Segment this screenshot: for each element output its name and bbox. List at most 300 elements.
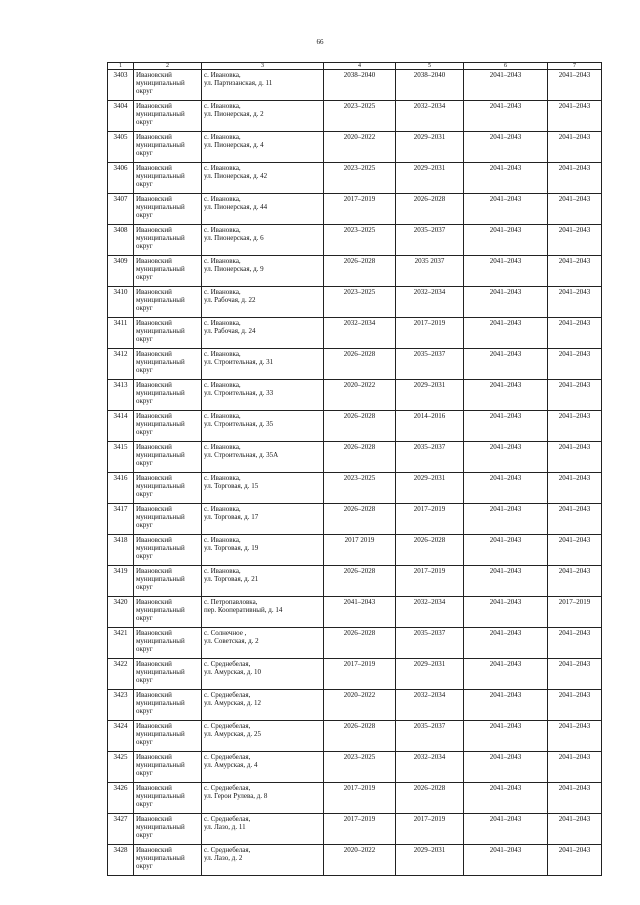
period-col6-cell: 2041–2043 [464,442,548,473]
municipality-line: округ [136,211,153,219]
table-row [108,442,602,473]
municipality-line: муниципальный [136,172,185,180]
municipality-line: муниципальный [136,451,185,459]
address-line: с. Среднебелая, [204,753,251,761]
address-line: ул. Торговая, д. 17 [204,513,259,521]
municipality-line: Ивановский [136,71,172,79]
row-number-cell: 3420 [108,597,134,628]
municipality-cell [134,287,202,318]
period-col4-cell: 2023–2025 [324,473,396,504]
address-line: с. Ивановка, [204,412,241,420]
municipality-line: муниципальный [136,544,185,552]
municipality-line: округ [136,87,153,95]
municipality-line: Ивановский [136,133,172,141]
period-col6-cell: 2041–2043 [464,721,548,752]
municipality-line: округ [136,614,153,622]
registry-table [107,62,602,876]
period-col7-cell: 2041–2043 [548,380,602,411]
period-col5-cell: 2029–2031 [396,659,464,690]
table-row [108,535,602,566]
municipality-line: Ивановский [136,257,172,265]
address-cell [202,287,324,318]
municipality-line: муниципальный [136,234,185,242]
period-col6-cell: 2041–2043 [464,194,548,225]
row-number-cell: 3406 [108,163,134,194]
municipality-line: округ [136,583,153,591]
row-number-cell: 3410 [108,287,134,318]
municipality-line: округ [136,707,153,715]
municipality-cell [134,442,202,473]
period-col7-cell: 2041–2043 [548,349,602,380]
municipality-cell [134,535,202,566]
address-line: ул. Пионерская, д. 4 [204,141,264,149]
address-line: с. Ивановка, [204,381,241,389]
column-number: 3 [202,63,324,70]
period-col7-cell: 2041–2043 [548,628,602,659]
row-number-cell: 3426 [108,783,134,814]
row-number-cell: 3409 [108,256,134,287]
municipality-line: округ [136,800,153,808]
period-col6-cell: 2041–2043 [464,814,548,845]
address-cell [202,225,324,256]
period-col5-cell: 2029–2031 [396,845,464,876]
period-col5-cell: 2035–2037 [396,349,464,380]
municipality-line: округ [136,676,153,684]
municipality-cell [134,380,202,411]
period-col6-cell: 2041–2043 [464,659,548,690]
period-col4-cell: 2023–2025 [324,163,396,194]
period-col5-cell: 2032–2034 [396,752,464,783]
period-col7-cell: 2041–2043 [548,752,602,783]
row-number-cell: 3413 [108,380,134,411]
period-col6-cell: 2041–2043 [464,380,548,411]
period-col4-cell: 2026–2028 [324,411,396,442]
period-col6-cell: 2041–2043 [464,566,548,597]
municipality-line: муниципальный [136,637,185,645]
municipality-line: муниципальный [136,141,185,149]
municipality-line: округ [136,180,153,188]
table-body [108,70,602,876]
address-cell [202,566,324,597]
period-col7-cell: 2041–2043 [548,845,602,876]
period-col5-cell: 2035 2037 [396,256,464,287]
municipality-line: муниципальный [136,699,185,707]
period-col4-cell: 2041–2043 [324,597,396,628]
municipality-cell [134,690,202,721]
table-row [108,380,602,411]
column-number: 6 [464,63,548,70]
column-number: 7 [548,63,602,70]
municipality-line: муниципальный [136,730,185,738]
municipality-line: Ивановский [136,226,172,234]
period-col4-cell: 2017–2019 [324,194,396,225]
address-line: ул. Амурская, д. 25 [204,730,261,738]
address-line: с. Ивановка, [204,350,241,358]
municipality-line: округ [136,397,153,405]
municipality-line: округ [136,738,153,746]
address-cell [202,690,324,721]
period-col6-cell: 2041–2043 [464,628,548,659]
period-col6-cell: 2041–2043 [464,70,548,101]
municipality-line: Ивановский [136,319,172,327]
municipality-cell [134,101,202,132]
period-col4-cell: 2023–2025 [324,752,396,783]
row-number-cell: 3427 [108,814,134,845]
municipality-line: муниципальный [136,792,185,800]
municipality-cell [134,318,202,349]
period-col6-cell: 2041–2043 [464,163,548,194]
municipality-cell [134,504,202,535]
row-number-cell: 3404 [108,101,134,132]
period-col7-cell: 2041–2043 [548,70,602,101]
period-col6-cell: 2041–2043 [464,101,548,132]
table-row [108,566,602,597]
address-cell [202,442,324,473]
municipality-line: Ивановский [136,412,172,420]
address-line: ул. Лазо, д. 2 [204,854,243,862]
period-col5-cell: 2026–2028 [396,535,464,566]
period-col5-cell: 2032–2034 [396,101,464,132]
period-col7-cell: 2041–2043 [548,287,602,318]
period-col5-cell: 2029–2031 [396,132,464,163]
period-col6-cell: 2041–2043 [464,690,548,721]
address-line: с. Среднебелая, [204,722,251,730]
municipality-line: Ивановский [136,722,172,730]
address-cell [202,504,324,535]
address-line: с. Ивановка, [204,474,241,482]
period-col4-cell: 2026–2028 [324,628,396,659]
address-line: ул. Лазо, д. 11 [204,823,246,831]
row-number-cell: 3428 [108,845,134,876]
address-line: ул. Пионерская, д. 9 [204,265,264,273]
municipality-line: округ [136,459,153,467]
period-col7-cell: 2041–2043 [548,256,602,287]
period-col5-cell: 2017–2019 [396,814,464,845]
municipality-line: муниципальный [136,389,185,397]
table-row [108,349,602,380]
address-cell [202,318,324,349]
table-row [108,597,602,628]
row-number-cell: 3424 [108,721,134,752]
municipality-line: Ивановский [136,164,172,172]
address-line: с. Среднебелая, [204,660,251,668]
municipality-cell [134,349,202,380]
table-row [108,473,602,504]
table-row [108,225,602,256]
period-col4-cell: 2032–2034 [324,318,396,349]
row-number-cell: 3415 [108,442,134,473]
municipality-line: Ивановский [136,691,172,699]
address-line: ул. Партизанская, д. 11 [204,79,273,87]
municipality-line: Ивановский [136,288,172,296]
address-line: с. Ивановка, [204,505,241,513]
address-line: с. Петропавловка, [204,598,258,606]
address-line: с. Солнечное , [204,629,247,637]
address-cell [202,845,324,876]
table-row [108,659,602,690]
municipality-line: округ [136,645,153,653]
period-col7-cell: 2041–2043 [548,690,602,721]
address-line: с. Ивановка, [204,71,241,79]
column-number-row [108,63,602,70]
address-line: с. Ивановка, [204,195,241,203]
period-col4-cell: 2026–2028 [324,442,396,473]
table-row [108,132,602,163]
municipality-line: Ивановский [136,784,172,792]
period-col7-cell: 2041–2043 [548,411,602,442]
period-col5-cell: 2014–2016 [396,411,464,442]
municipality-line: Ивановский [136,598,172,606]
municipality-line: Ивановский [136,660,172,668]
period-col4-cell: 2020–2022 [324,132,396,163]
row-number-cell: 3412 [108,349,134,380]
period-col7-cell: 2041–2043 [548,504,602,535]
address-line: ул. Амурская, д. 12 [204,699,261,707]
row-number-cell: 3422 [108,659,134,690]
municipality-line: округ [136,831,153,839]
address-cell [202,752,324,783]
period-col7-cell: 2041–2043 [548,194,602,225]
address-cell [202,101,324,132]
address-line: с. Ивановка, [204,536,241,544]
period-col6-cell: 2041–2043 [464,225,548,256]
address-cell [202,132,324,163]
municipality-line: округ [136,273,153,281]
address-line: с. Ивановка, [204,102,241,110]
municipality-cell [134,163,202,194]
municipality-cell [134,814,202,845]
table-row [108,628,602,659]
municipality-line: округ [136,521,153,529]
table-row [108,287,602,318]
period-col6-cell: 2041–2043 [464,752,548,783]
table-row [108,411,602,442]
municipality-line: муниципальный [136,110,185,118]
address-cell [202,163,324,194]
period-col4-cell: 2026–2028 [324,349,396,380]
municipality-line: Ивановский [136,815,172,823]
address-line: с. Среднебелая, [204,815,251,823]
period-col6-cell: 2041–2043 [464,783,548,814]
table-row [108,814,602,845]
period-col7-cell: 2041–2043 [548,101,602,132]
address-cell [202,659,324,690]
period-col7-cell: 2041–2043 [548,721,602,752]
municipality-line: Ивановский [136,443,172,451]
period-col5-cell: 2017–2019 [396,504,464,535]
period-col7-cell: 2041–2043 [548,535,602,566]
address-cell [202,349,324,380]
table-row [108,256,602,287]
table-row [108,752,602,783]
address-line: пер. Кооперативный, д. 14 [204,606,283,614]
municipality-line: Ивановский [136,536,172,544]
address-line: ул. Амурская, д. 10 [204,668,261,676]
address-cell [202,783,324,814]
address-line: с. Ивановка, [204,567,241,575]
period-col5-cell: 2035–2037 [396,628,464,659]
column-number: 5 [396,63,464,70]
period-col6-cell: 2041–2043 [464,473,548,504]
municipality-line: округ [136,335,153,343]
period-col7-cell: 2041–2043 [548,132,602,163]
period-col5-cell: 2017–2019 [396,566,464,597]
municipality-line: Ивановский [136,629,172,637]
municipality-line: округ [136,490,153,498]
municipality-line: округ [136,118,153,126]
row-number-cell: 3411 [108,318,134,349]
row-number-cell: 3418 [108,535,134,566]
address-cell [202,473,324,504]
period-col6-cell: 2041–2043 [464,318,548,349]
period-col6-cell: 2041–2043 [464,349,548,380]
address-line: ул. Торговая, д. 15 [204,482,259,490]
period-col4-cell: 2023–2025 [324,225,396,256]
address-cell [202,256,324,287]
table-row [108,163,602,194]
period-col7-cell: 2041–2043 [548,163,602,194]
period-col6-cell: 2041–2043 [464,256,548,287]
municipality-cell [134,70,202,101]
address-line: с. Ивановка, [204,443,241,451]
municipality-line: округ [136,552,153,560]
municipality-line: муниципальный [136,823,185,831]
municipality-cell [134,628,202,659]
municipality-line: округ [136,769,153,777]
period-col7-cell: 2041–2043 [548,225,602,256]
municipality-cell [134,659,202,690]
municipality-line: муниципальный [136,482,185,490]
address-line: ул. Пионерская, д. 2 [204,110,264,118]
municipality-line: округ [136,428,153,436]
period-col7-cell: 2041–2043 [548,814,602,845]
row-number-cell: 3423 [108,690,134,721]
period-col5-cell: 2017–2019 [396,318,464,349]
period-col4-cell: 2020–2022 [324,380,396,411]
address-cell [202,721,324,752]
table-row [108,690,602,721]
municipality-line: Ивановский [136,846,172,854]
municipality-line: Ивановский [136,350,172,358]
period-col4-cell: 2026–2028 [324,566,396,597]
address-line: с. Ивановка, [204,257,241,265]
address-line: с. Среднебелая, [204,784,251,792]
address-line: с. Ивановка, [204,226,241,234]
column-number: 4 [324,63,396,70]
row-number-cell: 3425 [108,752,134,783]
municipality-line: муниципальный [136,420,185,428]
period-col4-cell: 2017–2019 [324,814,396,845]
address-cell [202,814,324,845]
municipality-line: муниципальный [136,296,185,304]
period-col5-cell: 2026–2028 [396,783,464,814]
municipality-cell [134,225,202,256]
period-col5-cell: 2035–2037 [396,442,464,473]
period-col6-cell: 2041–2043 [464,845,548,876]
period-col5-cell: 2035–2037 [396,721,464,752]
period-col4-cell: 2020–2022 [324,690,396,721]
row-number-cell: 3407 [108,194,134,225]
municipality-cell [134,473,202,504]
address-line: с. Ивановка, [204,288,241,296]
municipality-line: муниципальный [136,761,185,769]
municipality-line: муниципальный [136,358,185,366]
address-line: ул. Герои Рулева, д. 8 [204,792,268,800]
address-cell [202,194,324,225]
municipality-cell [134,721,202,752]
address-line: ул. Строительная, д. 35А [204,451,279,459]
municipality-line: округ [136,242,153,250]
table-row [108,721,602,752]
period-col6-cell: 2041–2043 [464,597,548,628]
table-row [108,70,602,101]
table-row [108,194,602,225]
period-col7-cell: 2017–2019 [548,597,602,628]
period-col7-cell: 2041–2043 [548,566,602,597]
column-number: 2 [134,63,202,70]
address-cell [202,380,324,411]
period-col7-cell: 2041–2043 [548,473,602,504]
address-cell [202,597,324,628]
row-number-cell: 3408 [108,225,134,256]
period-col5-cell: 2038–2040 [396,70,464,101]
municipality-line: Ивановский [136,505,172,513]
address-line: ул. Строительная, д. 35 [204,420,274,428]
address-line: ул. Строительная, д. 31 [204,358,274,366]
address-line: с. Среднебелая, [204,691,251,699]
row-number-cell: 3417 [108,504,134,535]
municipality-line: муниципальный [136,513,185,521]
period-col4-cell: 2026–2028 [324,256,396,287]
row-number-cell: 3405 [108,132,134,163]
period-col4-cell: 2017 2019 [324,535,396,566]
table-row [108,318,602,349]
period-col4-cell: 2038–2040 [324,70,396,101]
address-line: ул. Строительная, д. 33 [204,389,274,397]
row-number-cell: 3414 [108,411,134,442]
address-cell [202,70,324,101]
municipality-line: муниципальный [136,854,185,862]
table-row [108,783,602,814]
table-row [108,101,602,132]
period-col5-cell: 2026–2028 [396,194,464,225]
period-col6-cell: 2041–2043 [464,287,548,318]
address-line: ул. Пионерская, д. 6 [204,234,264,242]
period-col5-cell: 2035–2037 [396,225,464,256]
period-col4-cell: 2017–2019 [324,659,396,690]
address-line: ул. Торговая, д. 19 [204,544,259,552]
period-col4-cell: 2026–2028 [324,721,396,752]
period-col4-cell: 2017–2019 [324,783,396,814]
municipality-cell [134,194,202,225]
municipality-line: округ [136,149,153,157]
municipality-line: муниципальный [136,327,185,335]
period-col4-cell: 2023–2025 [324,287,396,318]
row-number-cell: 3416 [108,473,134,504]
period-col5-cell: 2032–2034 [396,287,464,318]
period-col5-cell: 2029–2031 [396,473,464,504]
municipality-line: Ивановский [136,381,172,389]
municipality-cell [134,597,202,628]
address-cell [202,535,324,566]
period-col6-cell: 2041–2043 [464,535,548,566]
municipality-line: муниципальный [136,606,185,614]
row-number-cell: 3403 [108,70,134,101]
address-line: с. Среднебелая, [204,846,251,854]
municipality-cell [134,132,202,163]
column-number: 1 [108,63,134,70]
address-line: с. Ивановка, [204,164,241,172]
